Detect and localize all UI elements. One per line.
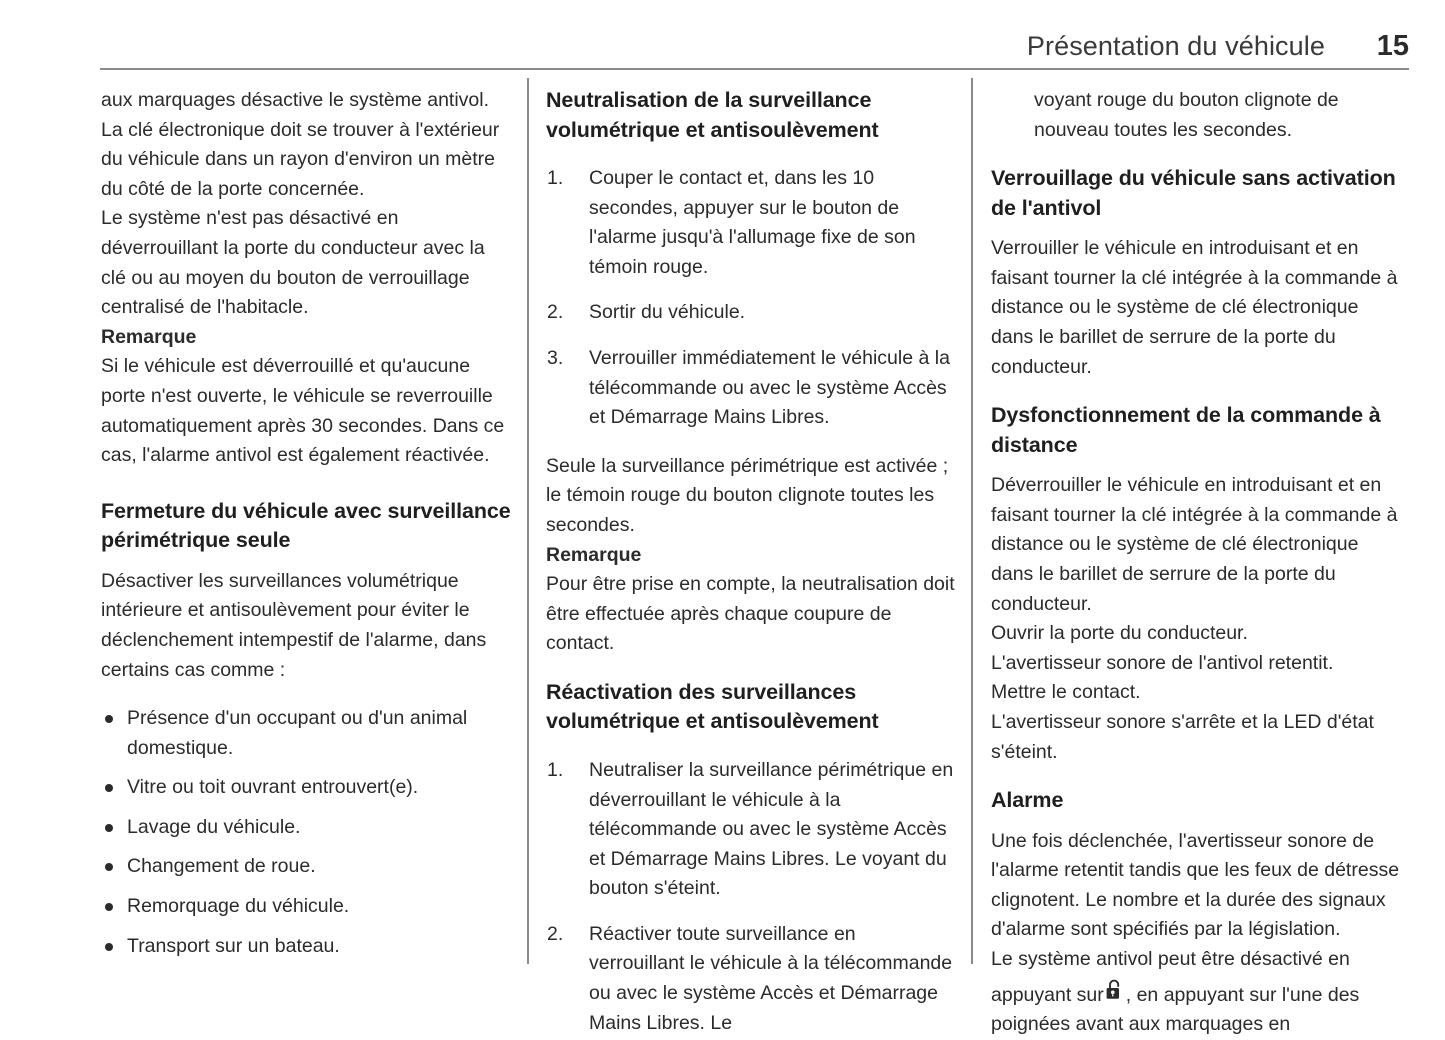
bullet-dot-icon <box>105 903 113 911</box>
spacer <box>546 145 956 164</box>
list-item <box>101 932 511 962</box>
paragraph: Le système n'est pas désactivé en déverrouillant la porte du conducteur avec la clé ou au moyen du bouton de verrouillage centralisé de l'habitacle. <box>101 207 485 319</box>
paragraph: Pour être prise en compte, la neutralisation doit être effectuée après chaque coupure de contact. <box>546 573 955 655</box>
spacer <box>546 737 956 756</box>
page-title: Présentation du véhicule <box>1026 31 1325 61</box>
paragraph: L'avertisseur sonore de l'antivol retentit. <box>991 651 1334 674</box>
spacer <box>546 659 956 678</box>
list-item-number: 2. <box>547 301 564 324</box>
spacer <box>101 471 511 497</box>
column-divider-2 <box>971 78 973 964</box>
paragraph: Désactiver les surveillances volumétrique intérieure et antisoulèvement pour éviter le déclenchement intempestif de l'alarme, dans certains cas comme : <box>101 569 487 681</box>
paragraph: Mettre le contact. <box>991 681 1141 704</box>
spacer <box>991 382 1401 401</box>
list-item-label: Neutraliser la surveillance périmétrique en déverrouillant le véhicule à la télécommande ou avec le système Accès et Démarrage Mains Libres. Le voyant du bouton s'éteint. <box>589 758 954 900</box>
list-item <box>101 773 511 803</box>
column-divider-1 <box>527 78 529 964</box>
page-number: 15 <box>1376 30 1409 62</box>
section-heading: Dysfonctionnement de la commande à distance <box>991 403 1381 457</box>
spacer <box>101 685 511 704</box>
paragraph: L'avertisseur sonore s'arrête et la LED d'état s'éteint. <box>991 710 1374 763</box>
list-item-label: Lavage du véhicule. <box>127 815 301 838</box>
list-item-label: Couper le contact et, dans les 10 secondes, appuyer sur le bouton de l'alarme jusqu'à l'allumage fixe de son témoin rouge. <box>589 167 916 278</box>
spacer <box>546 433 956 452</box>
paragraph: Le système antivol peut être désactivé en <box>991 947 1350 970</box>
spacer <box>991 145 1401 164</box>
spacer <box>991 816 1401 827</box>
paragraph-continuation: voyant rouge du bouton clignote de nouveau toutes les secondes. <box>1034 89 1339 141</box>
column-middle <box>546 86 956 1038</box>
bullet-dot-icon <box>105 715 113 723</box>
paragraph: Seule la surveillance périmétrique est activée ; le témoin rouge du bouton clignote toutes les secondes. <box>546 454 949 536</box>
spacer <box>101 556 511 567</box>
list-item-label: Remorquage du véhicule. <box>127 895 350 918</box>
spacer <box>991 223 1401 234</box>
note-label: Remarque <box>101 325 197 348</box>
bullet-dot-icon <box>105 824 113 832</box>
list-item <box>546 756 956 904</box>
list-item-number: 2. <box>547 922 564 945</box>
section-heading: Fermeture du véhicule avec surveillance périmétrique seule <box>101 498 511 553</box>
list-item-number: 3. <box>547 346 564 369</box>
paragraph-text-after-icon: , en appuyant sur l'une des poignées avant aux marquages en <box>991 983 1360 1036</box>
list-item-label: Présence d'un occupant ou d'un animal domestique. <box>127 707 468 759</box>
column-right <box>991 86 1401 1040</box>
list-item <box>101 813 511 843</box>
bullet-dot-icon <box>105 943 113 951</box>
section-heading: Verrouillage du véhicule sans activation de l'antivol <box>991 166 1396 220</box>
list-item <box>101 852 511 882</box>
list-item-label: Verrouiller immédiatement le véhicule à la télécommande ou avec le système Accès et Démarrage Mains Libres. <box>589 346 950 429</box>
section-heading: Neutralisation de la surveillance volumétrique et antisoulèvement <box>546 88 879 142</box>
numbered-list <box>546 756 956 1038</box>
section-heading: Alarme <box>991 788 1064 813</box>
list-item <box>101 892 511 922</box>
header-divider <box>100 68 1409 70</box>
paragraph: aux marquages désactive le système antivol. <box>101 89 490 111</box>
list-item-label: Sortir du véhicule. <box>589 301 746 324</box>
list-item <box>546 164 956 282</box>
page-header <box>100 30 1409 72</box>
list-item-number: 1. <box>547 758 564 781</box>
paragraph: Déverrouiller le véhicule en introduisant et en faisant tourner la clé intégrée à la commande à distance ou le système de clé électronique dans le barillet de serrure de la porte du conducteur. <box>991 474 1398 615</box>
list-item <box>101 704 511 763</box>
paragraph: La clé électronique doit se trouver à l'extérieur du véhicule dans un rayon d'environ un mètre du côté de la porte concernée. <box>101 118 500 200</box>
paragraph-with-icon <box>991 981 1401 1040</box>
paragraph: Une fois déclenchée, l'avertisseur sonore de l'alarme retentit tandis que les feux de détresse clignotent. Le nombre et la durée des signaux d'alarme sont spécifiés par la législation. <box>991 829 1400 941</box>
note-label: Remarque <box>546 543 642 566</box>
list-item-label: Réactiver toute surveillance en verrouillant le véhicule à la télécommande ou avec le système Accès et Démarrage Mains Libres. Le <box>589 922 953 1034</box>
section-heading: Réactivation des surveillances volumétrique et antisoulèvement <box>546 679 879 734</box>
spacer <box>991 767 1401 786</box>
numbered-list <box>546 164 956 433</box>
paragraph: Verrouiller le véhicule en introduisant et en faisant tourner la clé intégrée à la commande à distance ou le système de clé électronique dans le barillet de serrure de la porte du conducteur. <box>991 237 1398 378</box>
list-item <box>546 344 956 433</box>
list-item <box>546 298 956 328</box>
list-item-label: Changement de roue. <box>127 855 316 878</box>
column-left <box>101 86 511 961</box>
unlock-padlock-icon <box>1105 979 1125 1004</box>
paragraph: Ouvrir la porte du conducteur. <box>991 622 1248 645</box>
bullet-dot-icon <box>105 863 113 871</box>
bullet-list <box>101 704 511 961</box>
list-item-number: 1. <box>547 167 564 189</box>
paragraph: Si le véhicule est déverrouillé et qu'aucune porte n'est ouverte, le véhicule se reverrouille automatiquement après 30 secondes. Dans ce cas, l'alarme antivol est également réactivée. <box>101 355 505 467</box>
list-item-label: Vitre ou toit ouvrant entrouvert(e). <box>127 776 419 799</box>
list-item <box>546 920 956 1038</box>
list-item-label: Transport sur un bateau. <box>127 934 340 957</box>
paragraph-text-before-icon: appuyant sur <box>991 983 1104 1006</box>
spacer <box>991 460 1401 471</box>
bullet-dot-icon <box>105 784 113 792</box>
